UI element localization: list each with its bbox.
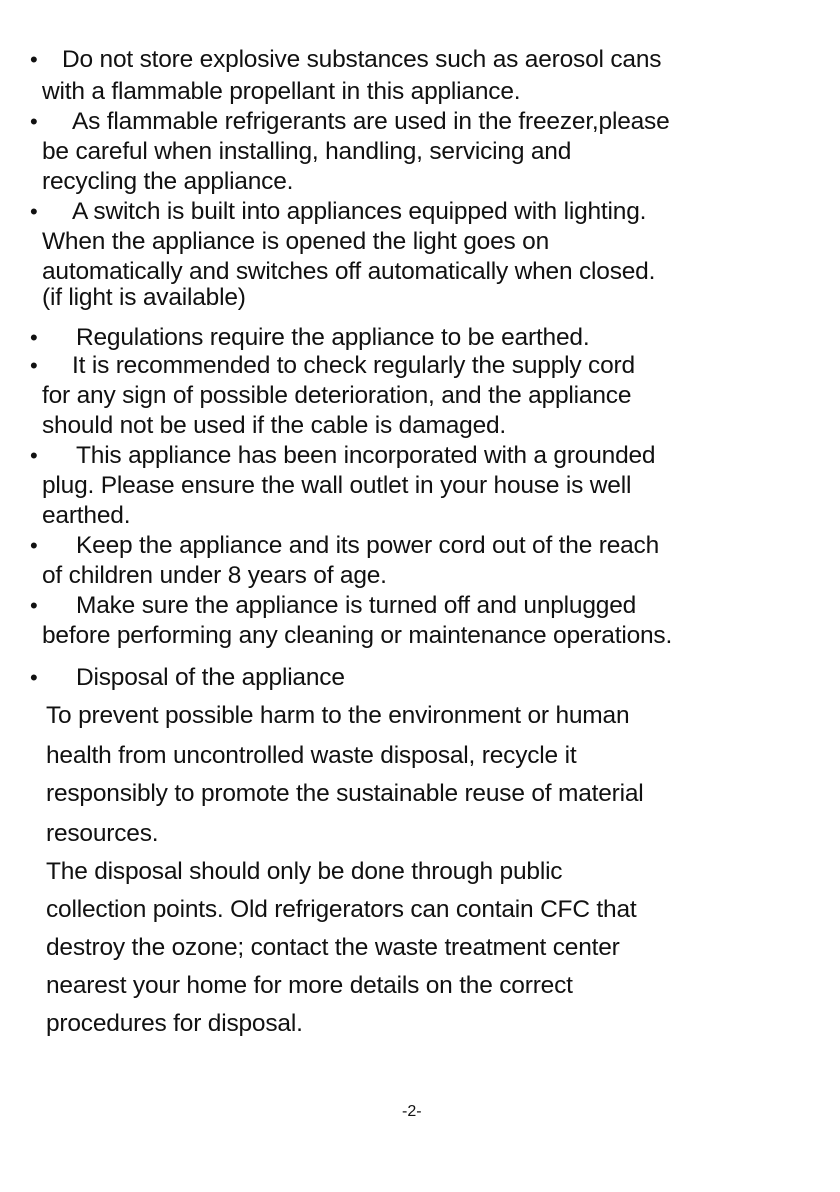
bullet-icon: • [30, 533, 38, 558]
safety-item-line: before performing any cleaning or maintenance operations. [42, 622, 673, 649]
safety-item-line: for any sign of possible deterioration, and the appliance [42, 382, 632, 409]
safety-item-line: A switch is built into appliances equipped with lighting. [72, 198, 647, 225]
bullet-icon: • [30, 665, 38, 690]
bullet-icon: • [30, 443, 38, 468]
disposal-paragraph-line: procedures for disposal. [46, 1010, 303, 1037]
disposal-paragraph-line: collection points. Old refrigerators can contain CFC that [46, 896, 637, 923]
bullet-icon: • [30, 199, 38, 224]
bullet-icon: • [30, 593, 38, 618]
safety-item-line: It is recommended to check regularly the supply cord [72, 352, 635, 379]
safety-item-line: Keep the appliance and its power cord out of the reach [76, 532, 660, 559]
safety-item-line: should not be used if the cable is damaged. [42, 412, 507, 439]
safety-item-line: earthed. [42, 502, 131, 529]
safety-item-line: be careful when installing, handling, servicing and [42, 138, 572, 165]
disposal-paragraph-line: responsibly to promote the sustainable reuse of material [46, 780, 644, 807]
disposal-paragraph-line: destroy the ozone; contact the waste treatment center [46, 934, 620, 961]
bullet-icon: • [30, 353, 38, 378]
safety-item-line: Do not store explosive substances such as aerosol cans [62, 46, 662, 73]
safety-item-line: automatically and switches off automatically when closed. [42, 258, 656, 285]
safety-item-line: When the appliance is opened the light goes on [42, 228, 550, 255]
safety-item-line: Regulations require the appliance to be earthed. [76, 324, 590, 351]
disposal-paragraph-line: The disposal should only be done through public [46, 858, 563, 885]
safety-item-line: This appliance has been incorporated with a grounded [76, 442, 656, 469]
safety-item-line: recycling the appliance. [42, 168, 294, 195]
safety-item-line: with a flammable propellant in this appliance. [42, 78, 521, 105]
bullet-icon: • [30, 325, 38, 350]
safety-item-line: As flammable refrigerants are used in the freezer,please [72, 108, 670, 135]
disposal-paragraph-line: To prevent possible harm to the environment or human [46, 702, 630, 729]
safety-item-line: Make sure the appliance is turned off and unplugged [76, 592, 637, 619]
safety-item-line: Disposal of the appliance [76, 664, 345, 691]
safety-item-line: of children under 8 years of age. [42, 562, 387, 589]
safety-item-line: (if light is available) [42, 284, 246, 311]
bullet-icon: • [30, 109, 38, 134]
bullet-icon: • [30, 47, 38, 72]
disposal-paragraph-line: nearest your home for more details on the correct [46, 972, 573, 999]
safety-item-line: plug. Please ensure the wall outlet in your house is well [42, 472, 632, 499]
disposal-paragraph-line: resources. [46, 820, 159, 847]
page-number: -2- [402, 1103, 422, 1120]
disposal-paragraph-line: health from uncontrolled waste disposal, recycle it [46, 742, 577, 769]
